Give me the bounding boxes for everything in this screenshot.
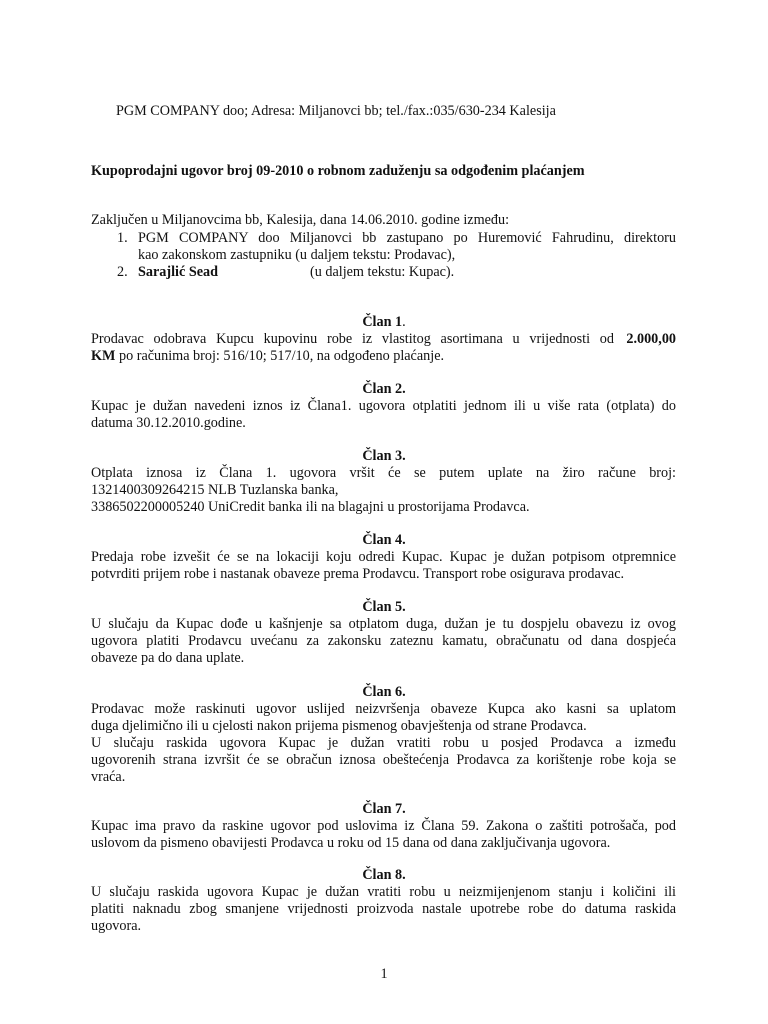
article-5-line-2: ugovora platiti Prodavcu uvećanu za zakonsku zateznu kamatu, obračunatu od dana dospjeća [91, 633, 676, 649]
article-7-line-1: Kupac ima pravo da raskine ugovor pod uslovima iz Člana 59. Zakona o zaštiti potrošača, pod [91, 818, 676, 834]
article-7-line-2: uslovom da pismeno obavijesti Prodavca u roku od 15 dana od dana zaključivanja ugovora. [91, 835, 611, 851]
article-3-heading: Član 3. [362, 448, 406, 464]
page-number: 1 [380, 966, 388, 982]
company-header: PGM COMPANY doo; Adresa: Miljanovci bb; tel./fax.:035/630-234 Kalesija [116, 103, 556, 119]
party-1-line-2: kao zakonskom zastupniku (u daljem tekstu: Prodavac), [138, 247, 456, 263]
article-5-line-1: U slučaju da Kupac dođe u kašnjenje sa otplatom duga, dužan je tu dospjelu obavezu iz ovog [91, 616, 676, 632]
article-1-line-2: KM po računima broj: 516/10; 517/10, na odgođeno plaćanje. [91, 348, 445, 364]
party-1-number: 1. [117, 230, 128, 246]
article-6-line-4: ugovorenih strana izvršit će se obračun iznosa obeštećenja Prodavca za korištenje robe koja se [91, 752, 676, 768]
article-6-line-5: vraća. [91, 769, 126, 785]
party-2-name: Sarajlić Sead [138, 264, 218, 280]
article-1-heading: Član 1. [362, 314, 406, 330]
article-6-line-3: U slučaju raskida ugovora Kupac je dužan vratiti robu u posjed Prodavca a između [91, 735, 676, 751]
article-1-line-1: Prodavac odobrava Kupcu kupovinu robe iz vlastitog asortimana u vrijednosti od 2.000,00 [91, 331, 676, 347]
article-8-line-1: U slučaju raskida ugovora Kupac je dužan vratiti robu u neizmijenjenom stanju i količini ili [91, 884, 676, 900]
article-2-line-2: datuma 30.12.2010.godine. [91, 415, 246, 431]
party-2-role: (u daljem tekstu: Kupac). [310, 264, 455, 280]
article-5-heading: Član 5. [362, 599, 406, 615]
article-4-heading: Član 4. [362, 532, 406, 548]
article-4-line-1: Predaja robe izvešit će se na lokaciji koju odredi Kupac. Kupac je dužan potpisom otpremnice [91, 549, 676, 565]
article-2-heading: Član 2. [362, 381, 406, 397]
article-5-line-3: obaveze pa do dana uplate. [91, 650, 245, 666]
article-4-line-2: potvrditi prijem robe i nastanak obaveze prema Prodavcu. Transport robe osigurava prodavac. [91, 566, 625, 582]
article-6-line-2: duga djelimično ili u cjelosti nakon prijema pismenog obavještenja od strane Prodavca. [91, 718, 587, 734]
article-7-heading: Član 7. [362, 801, 406, 817]
article-8-line-2: platiti naknadu zbog smanjene vrijednosti proizvoda nastale upotrebe robe do datuma raskida [91, 901, 676, 917]
article-2-line-1: Kupac je dužan navedeni iznos iz Člana1. ugovora otplatiti jednom ili u više rata (otplata) do [91, 398, 676, 414]
article-6-heading: Član 6. [362, 684, 406, 700]
article-8-heading: Član 8. [362, 867, 406, 883]
party-2-number: 2. [117, 264, 128, 280]
article-8-line-3: ugovora. [91, 918, 142, 934]
article-6-line-1: Prodavac može raskinuti ugovor uslijed neizvršenja obaveze Kupca ako kasni sa uplatom [91, 701, 676, 717]
article-3-line-1: Otplata iznosa iz Člana 1. ugovora vršit će se putem uplate na žiro račune broj: [91, 465, 676, 481]
contract-title: Kupoprodajni ugovor broj 09-2010 o robnom zaduženju sa odgođenim plaćanjem [91, 163, 585, 179]
article-3-line-2: 1321400309264215 NLB Tuzlanska banka, [91, 482, 339, 498]
article-3-line-3: 3386502200005240 UniCredit banka ili na blagajni u prostorijama Prodavca. [91, 499, 530, 515]
party-1-line-1: PGM COMPANY doo Miljanovci bb zastupano po Huremović Fahrudinu, direktoru [138, 230, 676, 246]
intro-text: Zaključen u Miljanovcima bb, Kalesija, dana 14.06.2010. godine između: [91, 212, 510, 228]
